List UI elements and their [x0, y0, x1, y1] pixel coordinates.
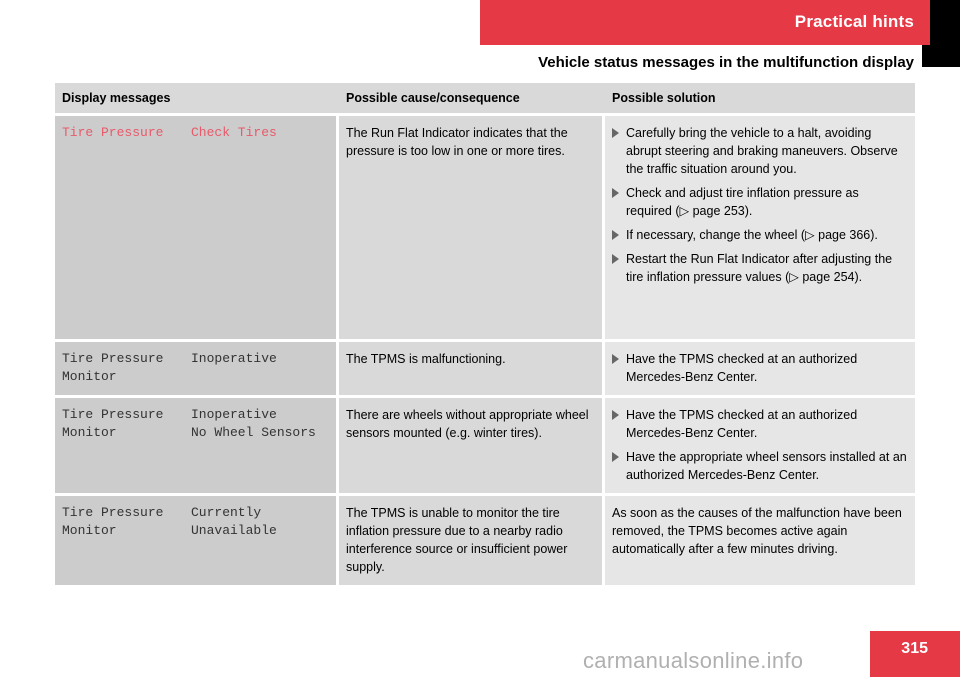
message-part-2: Check Tires	[184, 116, 339, 342]
message-part-2: Inoperative	[184, 342, 339, 398]
solution-item: Carefully bring the vehicle to a halt, avoiding abrupt steering and braking maneuvers. Observe the traffic situation around you.	[612, 124, 908, 178]
table-row	[55, 398, 915, 496]
arrow-icon	[612, 188, 619, 198]
solution-cell: As soon as the causes of the malfunction have been removed, the TPMS becomes active again automatically after a few minutes driving.	[605, 496, 915, 585]
cause-cell: The TPMS is unable to monitor the tire inflation pressure due to a nearby radio interference source or insufficient power supply.	[339, 496, 605, 585]
cause-cell: The Run Flat Indicator indicates that the pressure is too low in one or more tires.	[339, 116, 605, 342]
arrow-icon	[612, 230, 619, 240]
message-part-2: Inoperative No Wheel Sensors	[184, 398, 339, 496]
cause-cell: The TPMS is malfunctioning.	[339, 342, 605, 398]
solution-cell	[605, 398, 915, 496]
page-subtitle: Vehicle status messages in the multifunction display	[538, 54, 914, 71]
arrow-icon	[612, 410, 619, 420]
table-row	[55, 342, 915, 398]
header-display-messages: Display messages	[55, 83, 339, 116]
solution-item: Restart the Run Flat Indicator after adjusting the tire inflation pressure values (▷ page 254).	[612, 250, 908, 286]
header-corner-tab	[922, 45, 960, 67]
table-row	[55, 116, 915, 342]
message-part-1: Tire Pressure Monitor	[55, 398, 184, 496]
section-title: Practical hints	[794, 12, 914, 31]
message-part-1: Tire Pressure Monitor	[55, 496, 184, 585]
page-number: 315	[901, 640, 928, 657]
table-row	[55, 496, 915, 585]
watermark: carmanualsonline.info	[583, 648, 804, 673]
arrow-icon	[612, 354, 619, 364]
solution-item: Have the appropriate wheel sensors installed at an authorized Mercedes-Benz Center.	[612, 448, 908, 484]
solution-item: Have the TPMS checked at an authorized Mercedes-Benz Center.	[612, 406, 908, 442]
status-messages-table	[55, 83, 915, 585]
solution-item: Have the TPMS checked at an authorized Mercedes-Benz Center.	[612, 350, 908, 386]
cause-cell: There are wheels without appropriate wheel sensors mounted (e.g. winter tires).	[339, 398, 605, 496]
header-cause: Possible cause/consequence	[339, 83, 605, 116]
header-corner	[930, 0, 960, 45]
solution-cell	[605, 342, 915, 398]
solution-item: Check and adjust tire inflation pressure as required (▷ page 253).	[612, 184, 908, 220]
arrow-icon	[612, 452, 619, 462]
solution-item: If necessary, change the wheel (▷ page 366).	[612, 226, 908, 244]
solution-cell	[605, 116, 915, 342]
header-solution: Possible solution	[605, 83, 915, 116]
table-header-row	[55, 83, 915, 116]
message-part-1: Tire Pressure Monitor	[55, 342, 184, 398]
arrow-icon	[612, 254, 619, 264]
message-part-2: Currently Unavailable	[184, 496, 339, 585]
message-part-1: Tire Pressure	[55, 116, 184, 342]
arrow-icon	[612, 128, 619, 138]
